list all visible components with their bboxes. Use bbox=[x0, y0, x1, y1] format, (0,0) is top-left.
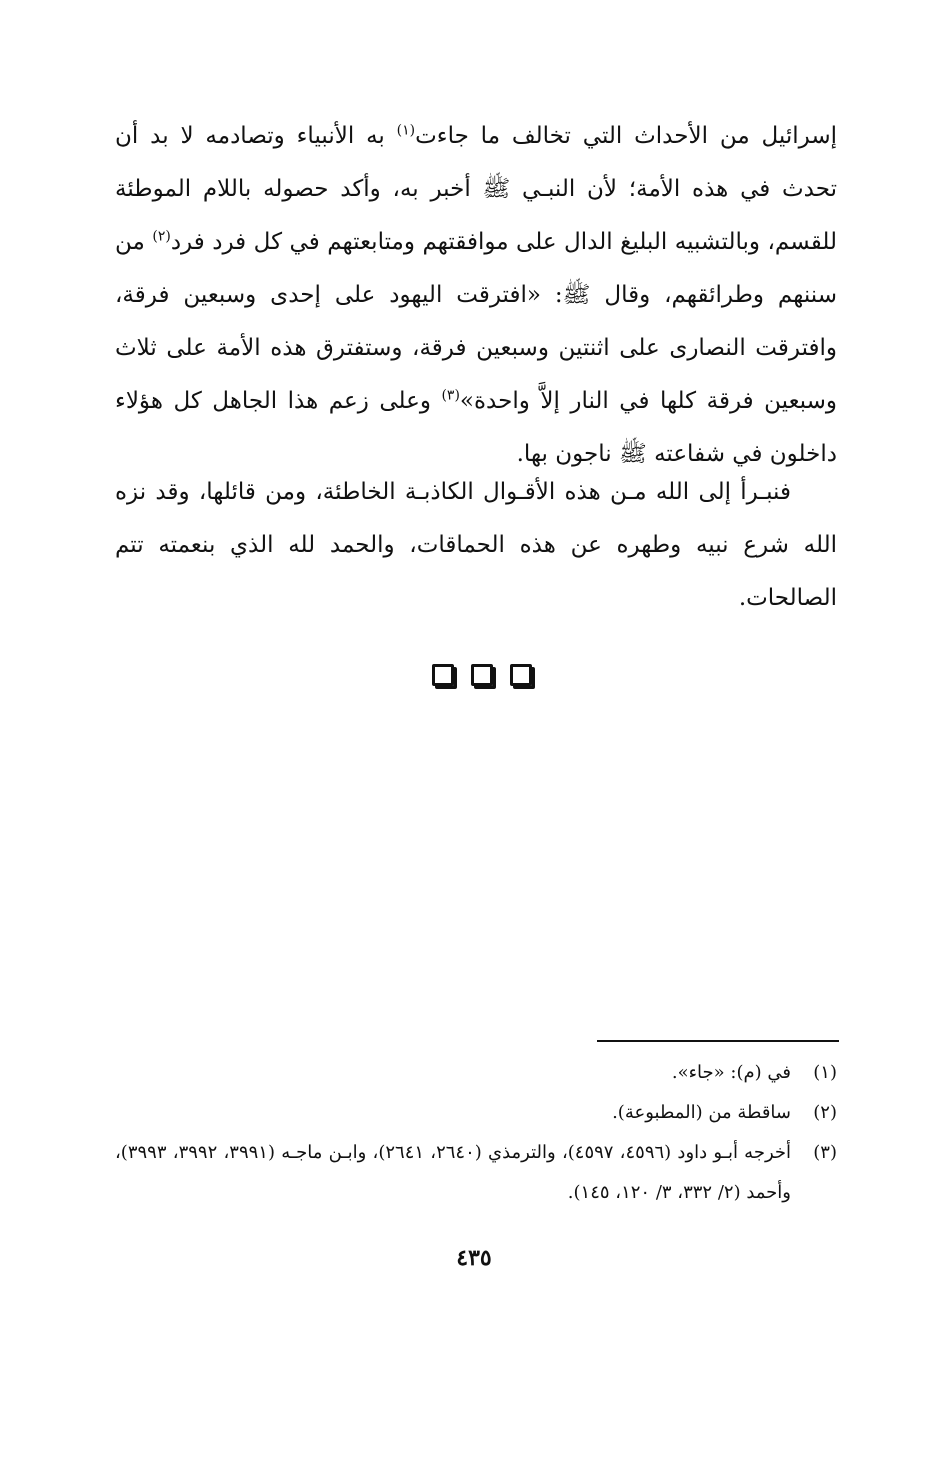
footnote-text: في (م): «جاء». bbox=[671, 1062, 791, 1083]
footnote-ref-3: (٣) bbox=[441, 387, 460, 404]
footnote-separator bbox=[597, 1040, 839, 1042]
page-number: ٤٣٥ bbox=[456, 1245, 492, 1271]
paragraph-1-part-d: وعلى زعم هذا الجاهل كل هؤلاء داخلون في شفاعته ﷺ ناجون بها. bbox=[115, 388, 837, 467]
footnote-ref-2: (٢) bbox=[152, 228, 171, 245]
section-end-ornament bbox=[432, 664, 532, 686]
footnote-text: أخرجه أبـو داود (٤٥٩٦، ٤٥٩٧)، والترمذي (٢٦٤٠، ٢٦٤١)، وابـن ماجـه (٣٩٩١، ٣٩٩٢، ٣٩٩٣)، وأحمد (٢/ ٣٣٢، ٣/ ١٢٠، ١٤٥). bbox=[115, 1142, 792, 1203]
body-paragraph-1 bbox=[115, 110, 837, 481]
footnote-number: (٣) bbox=[813, 1142, 837, 1163]
ornament-box-icon bbox=[471, 664, 493, 686]
footnote-number: (٢) bbox=[813, 1102, 837, 1123]
ornament-box-icon bbox=[432, 664, 454, 686]
paragraph-1-part-b: به الأنبياء وتصادمه لا بد أن تحدث في هذه الأمة؛ لأن النبـي ﷺ أخبر به، وأكد حصوله باللام الموطئة للقسم، وبالتشبيه البليغ الدال على موافقتهم ومتابعتهم في كل فرد فرد bbox=[115, 123, 837, 255]
ornament-box-icon bbox=[510, 664, 532, 686]
paragraph-1-part-a: إسرائيل من الأحداث التي تخالف ما جاءت bbox=[415, 123, 838, 149]
body-paragraph-2 bbox=[115, 466, 837, 625]
footnote-item bbox=[115, 1053, 837, 1093]
footnote-text: ساقطة من (المطبوعة). bbox=[612, 1102, 791, 1123]
footnote-item bbox=[115, 1093, 837, 1133]
paragraph-2-text: فنبـرأ إلى الله مـن هذه الأقـوال الكاذبـة الخاطئة، ومن قائلها، وقد نزه الله شرع نبيه وطهره عن هذه الحماقات، والحمد لله الذي بنعمته تتم الصالحات. bbox=[115, 479, 837, 611]
paragraph-1-part-c: من سننهم وطرائقهم، وقال ﷺ: «افترقت اليهود على إحدى وسبعين فرقة، وافترقت النصارى على اثنتين وسبعين فرقة، وستفترق هذه الأمة على ثلاث وسبعين فرقة كلها في النار إلاَّ واحدة» bbox=[115, 229, 837, 414]
footnote-item bbox=[115, 1133, 837, 1213]
footnote-ref-1: (١) bbox=[396, 122, 416, 139]
footnote-number: (١) bbox=[813, 1062, 837, 1083]
footnotes bbox=[115, 1053, 837, 1213]
